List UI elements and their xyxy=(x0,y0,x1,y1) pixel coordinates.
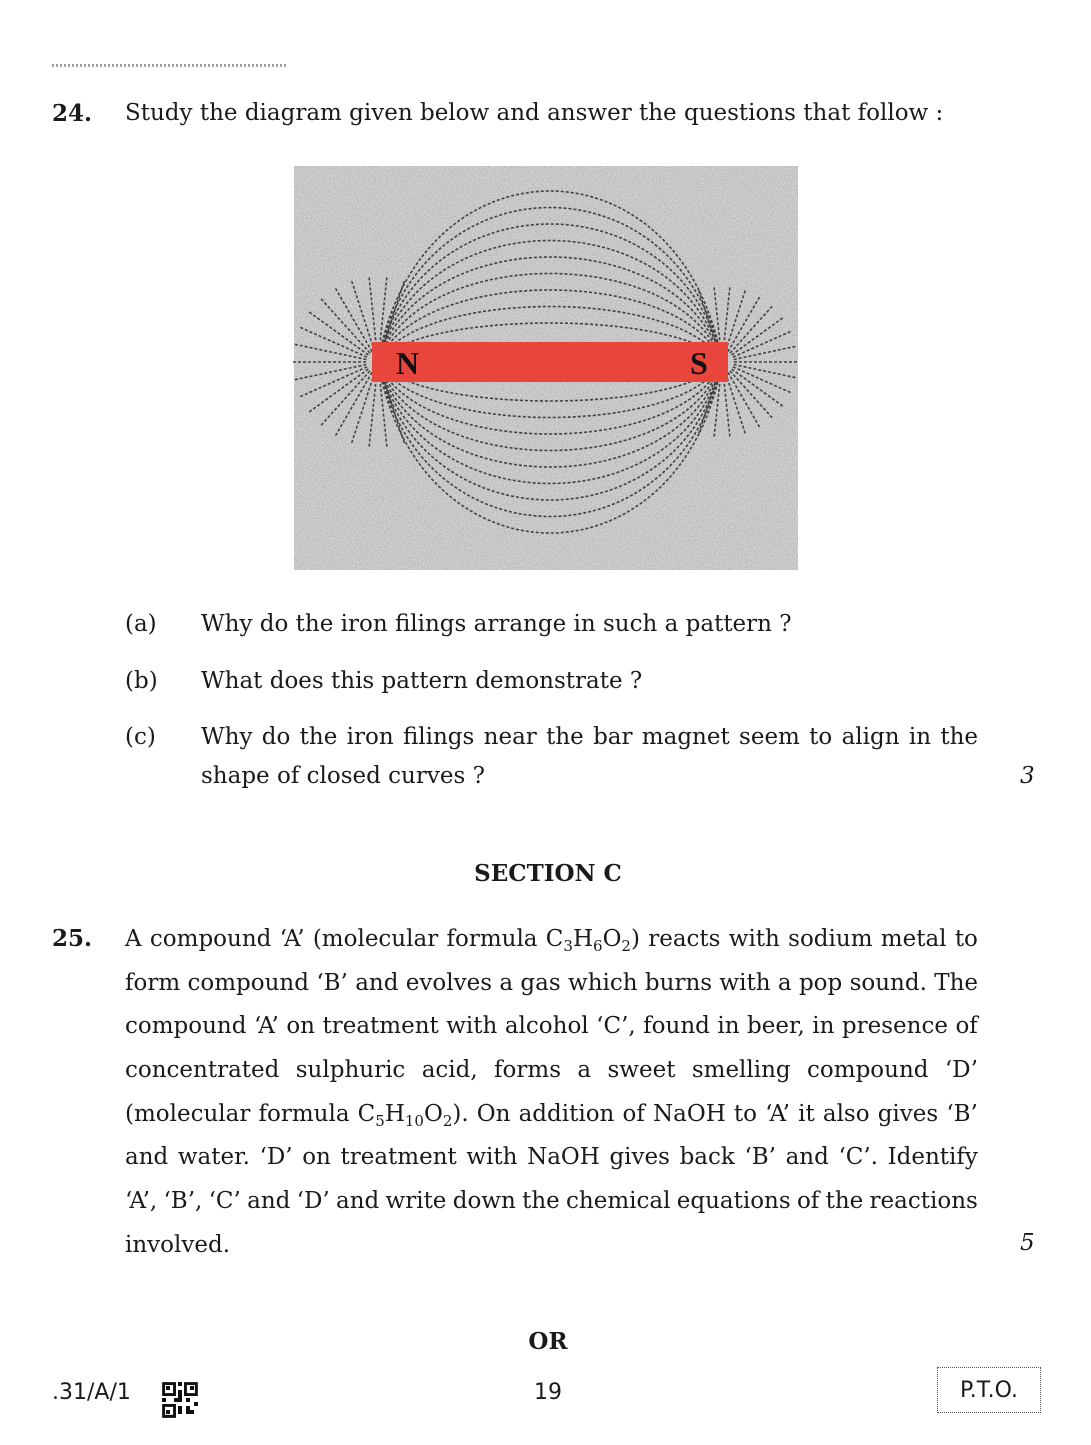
q25-word: ‘D’ xyxy=(259,1144,293,1171)
q25-word: to xyxy=(733,1100,757,1127)
q25-word: presence xyxy=(841,1013,948,1040)
q25-word: reacts xyxy=(648,926,721,952)
q25-word: compound xyxy=(125,1013,247,1040)
q25-word: gives xyxy=(877,1100,939,1127)
q25-word: ‘D’ xyxy=(944,1057,978,1084)
q25-word: of xyxy=(955,1013,978,1040)
question-25-number: 25. xyxy=(52,925,93,952)
q25-word: addition xyxy=(518,1100,615,1127)
q25-word: which xyxy=(568,969,638,996)
q25-word: treatment xyxy=(322,1013,439,1040)
q25-word: compound xyxy=(187,969,309,996)
q25-word: and xyxy=(247,1188,291,1215)
q25-word: ‘A’ xyxy=(253,1013,279,1040)
q25-word: a xyxy=(577,1057,592,1084)
part-a-text: Why do the iron filings arrange in such a pattern ? xyxy=(201,611,792,637)
or-heading: OR xyxy=(528,1328,568,1355)
q25-word: On xyxy=(476,1100,511,1127)
q25-word: a xyxy=(777,969,792,996)
section-c-heading: SECTION C xyxy=(474,860,622,887)
q25-word: acid, xyxy=(421,1057,478,1084)
q25-word: pop xyxy=(798,969,843,996)
q25-word: ‘A’, xyxy=(125,1188,158,1215)
q25-word: ‘C’. xyxy=(838,1144,878,1171)
question-24-marks: 3 xyxy=(1020,763,1035,789)
q25-word: reactions xyxy=(869,1188,978,1215)
q25-word: and xyxy=(785,1144,829,1171)
pto-label: P.T.O. xyxy=(959,1377,1019,1403)
q25-word: alcohol xyxy=(504,1013,589,1040)
page-number: 19 xyxy=(534,1380,562,1405)
q25-word: and xyxy=(355,969,399,996)
q25-word: with xyxy=(466,1144,518,1171)
q25-word: sweet xyxy=(607,1057,676,1084)
q25-word: the xyxy=(522,1188,560,1215)
header-dotted-line xyxy=(52,64,286,67)
q25-word: NaOH xyxy=(527,1144,600,1171)
q25-word: of xyxy=(796,1188,820,1215)
q25-word: ‘C’ xyxy=(208,1188,241,1215)
q25-word: with xyxy=(728,926,780,952)
q25-line xyxy=(125,962,978,1006)
iron-filings-pattern xyxy=(290,162,802,574)
q25-word: ‘B’, xyxy=(163,1188,203,1215)
q25-word: water. xyxy=(177,1144,250,1171)
q25-word: found xyxy=(643,1013,710,1040)
question-25-text xyxy=(125,918,978,1268)
q25-word: sound. xyxy=(849,969,927,996)
south-pole-label: S xyxy=(690,345,708,381)
q25-word: The xyxy=(934,969,978,996)
q25-word: A xyxy=(125,926,142,952)
part-b-label: (b) xyxy=(125,668,158,694)
q25-word: in xyxy=(717,1013,740,1040)
q25-word: down xyxy=(452,1188,516,1215)
q25-word: it xyxy=(798,1100,815,1127)
part-c-text-line1: Why do the iron filings near the bar magnet seem to align in the xyxy=(201,724,978,750)
q25-line xyxy=(125,1049,978,1093)
q25-word: forms xyxy=(494,1057,562,1084)
q25-line xyxy=(125,1005,978,1049)
q25-word: burns xyxy=(644,969,713,996)
q25-word: of xyxy=(622,1100,645,1127)
q25-word: involved. xyxy=(125,1231,231,1258)
q25-word: Identify xyxy=(887,1144,978,1171)
q25-word: on xyxy=(302,1144,331,1171)
pto-box xyxy=(937,1367,1041,1413)
question-24-number: 24. xyxy=(52,100,93,127)
q25-word: with xyxy=(446,1013,498,1040)
q25-word: and xyxy=(125,1144,169,1171)
q25-word: sulphuric xyxy=(295,1057,406,1084)
q25-word: evolves xyxy=(405,969,493,996)
q25-word: (molecular xyxy=(312,926,439,952)
q25-word: and xyxy=(336,1188,380,1215)
q25-word: also xyxy=(822,1100,870,1127)
question-25-marks: 5 xyxy=(1020,1230,1035,1256)
q25-word: formula xyxy=(446,926,538,952)
q25-word: $C_3H_6O_2$) xyxy=(545,926,640,955)
q25-word: beer, xyxy=(747,1013,805,1040)
part-a-label: (a) xyxy=(125,611,157,637)
q25-word: equations xyxy=(676,1188,791,1215)
q25-word: gas xyxy=(520,969,561,996)
q25-line xyxy=(125,1093,978,1137)
q25-word: treatment xyxy=(340,1144,457,1171)
q25-word: ‘D’ xyxy=(296,1188,330,1215)
q25-word: NaOH xyxy=(653,1100,726,1127)
q25-word: form xyxy=(125,969,181,996)
q25-word: compound xyxy=(149,926,272,952)
q25-word: concentrated xyxy=(125,1057,280,1084)
q25-word: chemical xyxy=(566,1188,671,1215)
bar-magnet xyxy=(372,342,728,382)
q25-word: to xyxy=(954,926,978,952)
part-c-label: (c) xyxy=(125,724,156,750)
magnet-iron-filings-figure xyxy=(290,162,802,574)
q25-word: ‘B’ xyxy=(316,969,348,996)
q25-word: smelling xyxy=(691,1057,791,1084)
q25-word: metal xyxy=(880,926,947,952)
q25-line xyxy=(125,1136,978,1180)
north-pole-label: N xyxy=(396,345,420,381)
q25-word: $C_5H_{10}O_2$). xyxy=(357,1100,469,1130)
q25-word: back xyxy=(679,1144,735,1171)
q25-word: a xyxy=(499,969,514,996)
q25-line xyxy=(125,1224,978,1268)
question-24-text: Study the diagram given below and answer the questions that follow : xyxy=(125,100,944,126)
q25-word: ‘B’ xyxy=(946,1100,978,1127)
q25-word: sodium xyxy=(788,926,873,952)
q25-word: write xyxy=(385,1188,447,1215)
q25-line xyxy=(125,918,978,962)
q25-word: ‘C’, xyxy=(596,1013,636,1040)
q25-word: on xyxy=(286,1013,315,1040)
q25-word: compound xyxy=(807,1057,929,1084)
q25-word: with xyxy=(719,969,771,996)
part-c-text-line2: shape of closed curves ? xyxy=(201,763,485,789)
q25-word: in xyxy=(812,1013,835,1040)
q25-word: formula xyxy=(258,1100,350,1127)
q25-word: gives xyxy=(609,1144,670,1171)
q25-word: ‘A’ xyxy=(279,926,305,952)
paper-code: .31/A/1 xyxy=(52,1380,131,1405)
q25-line xyxy=(125,1180,978,1224)
q25-word: ‘B’ xyxy=(744,1144,776,1171)
q25-word: (molecular xyxy=(125,1100,251,1127)
part-b-text: What does this pattern demonstrate ? xyxy=(201,668,643,694)
q25-word: the xyxy=(825,1188,864,1215)
q25-word: ‘A’ xyxy=(765,1100,790,1127)
